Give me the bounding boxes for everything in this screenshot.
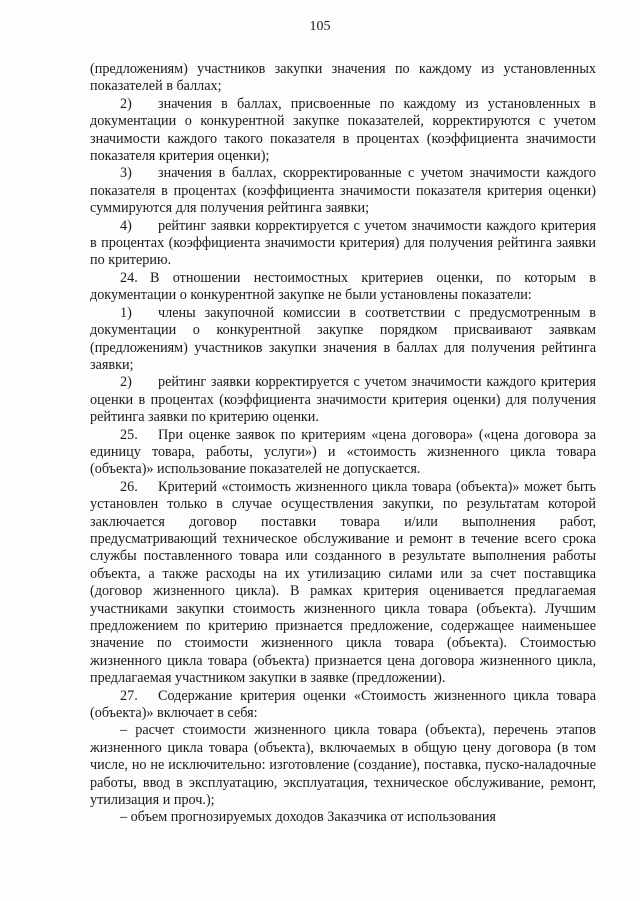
item-text: члены закупочной комиссии в соответствии с предусмотренным в документации о конкурентной закупке порядком присваивают заявкам (предложениям) участников закупки значения в баллах для получения рейтинга заявки;	[90, 304, 596, 373]
numbered-paragraph	[90, 479, 596, 688]
numbered-paragraph	[90, 688, 596, 723]
item-number: 1)	[120, 304, 132, 321]
list-item	[90, 218, 596, 270]
item-number: 2)	[120, 374, 132, 391]
list-item	[90, 96, 596, 166]
list-item	[90, 165, 596, 217]
item-text: – объем прогнозируемых доходов Заказчика от использования	[120, 809, 496, 826]
dash-item	[90, 722, 596, 809]
numbered-paragraph	[90, 270, 596, 305]
item-text: рейтинг заявки корректируется с учетом значимости каждого критерия в процентах (коэффициента значимости критерия) для получения рейтинга заявки по критерию.	[90, 217, 596, 269]
item-number: 26.	[120, 478, 138, 495]
numbered-paragraph	[90, 427, 596, 479]
item-text: В отношении нестоимостных критериев оценки, по которым в документации о конкурентной закупке не были установлены показатели:	[90, 269, 596, 304]
dash-item	[90, 809, 596, 826]
item-number: 3)	[120, 165, 132, 182]
item-text: Критерий «стоимость жизненного цикла товара (объекта)» может быть установлен только в случае осуществления закупки, по результатам которой заключается договор поставки товара и/или выполнения работ, предусматривающий техническое обслуживание и ремонт в течение всего срока службы поставленного товара или созданного в результате выполнения работы объекта, а также расходы на их утилизацию силами или за счет поставщика (договор жизненного цикла). В рамках критерия оценивается предлагаемая участниками закупки стоимость жизненного цикла товара (объекта). Лучшим предложением по критерию признается предложение, содержащее наименьшее значение по стоимости жизненного цикла товара (объекта). Стоимостью жизненного цикла товара (объекта) признается цена договора жизненного цикла, предлагаемая участником закупки в заявке (предложении).	[90, 478, 596, 687]
item-text: значения в баллах, присвоенные по каждому из установленных в документации о конкурентной закупке показателей, корректируются с учетом значимости каждого такого показателя в процентах (коэффициента значимости показателя критерия оценки);	[90, 95, 596, 165]
item-text: При оценке заявок по критериям «цена договора» («цена договора за единицу товара, работы, услуги») и «стоимость жизненного цикла товара (объекта)» использование показателей не допускается.	[90, 426, 596, 478]
list-item	[90, 305, 596, 375]
page-number: 105	[309, 19, 331, 34]
paragraph-text: (предложениям) участников закупки значения по каждому из установленных показателей в баллах;	[90, 61, 596, 95]
item-text: рейтинг заявки корректируется с учетом значимости каждого критерия оценки в процентах (коэффициента значимости критерия оценки) для получения рейтинга заявки по критерию оценки.	[90, 374, 596, 426]
paragraph	[90, 61, 596, 96]
item-number: 25.	[120, 426, 138, 443]
item-number: 4)	[120, 217, 132, 234]
item-number: 24.	[120, 269, 138, 286]
item-text: Содержание критерия оценки «Стоимость жизненного цикла товара (объекта)» включает в себя:	[90, 687, 596, 722]
item-number: 2)	[120, 95, 132, 112]
list-item	[90, 374, 596, 426]
item-text: – расчет стоимости жизненного цикла товара (объекта), перечень этапов жизненного цикла товара (объекта), включаемых в общую цену договора (в том числе, но не исключительно: изготовление (создание), поставка, пуско-наладочные работы, ввод в эксплуатацию, эксплуатация, техническое обслуживание, ремонт, утилизация и проч.);	[90, 722, 596, 809]
item-text: значения в баллах, скорректированные с учетом значимости каждого показателя в процентах (коэффициента значимости показателя критерия оценки) суммируются для получения рейтинга заявки;	[90, 165, 596, 217]
document-body	[90, 61, 596, 827]
item-number: 27.	[120, 687, 138, 704]
